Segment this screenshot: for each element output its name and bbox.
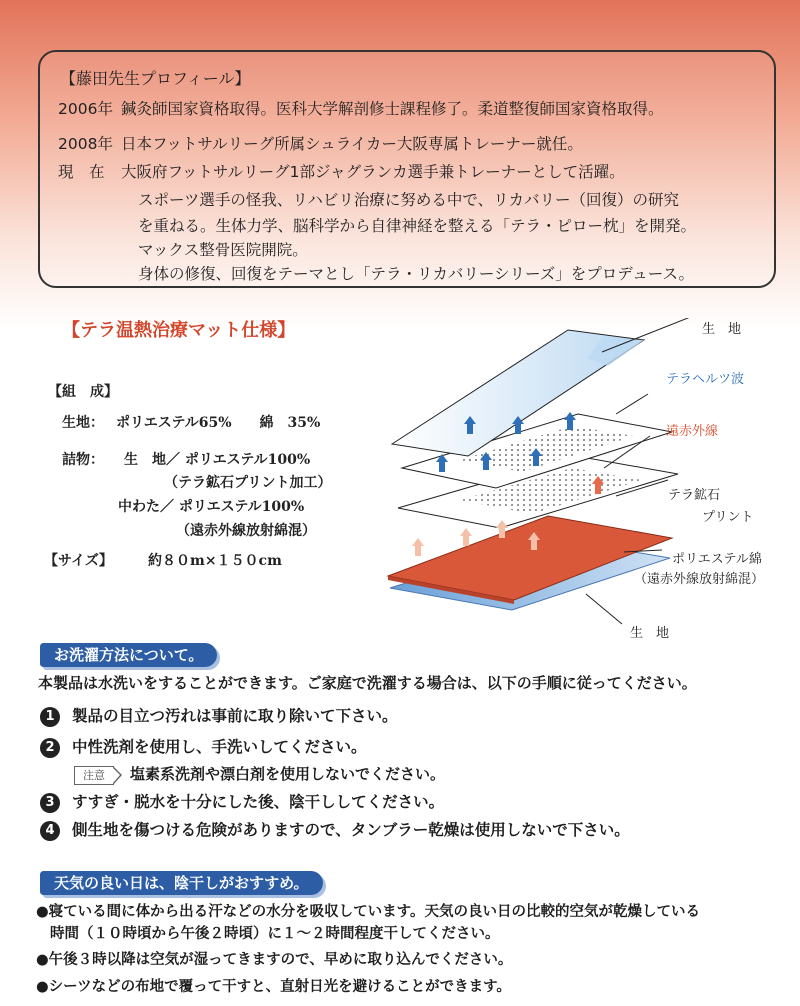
caution-tag: 注意 [74, 766, 114, 785]
profile-row-label: 2006年 [58, 100, 113, 118]
fabric-label: 生地： [62, 415, 104, 431]
filling-2-note: （遠赤外線放射綿混） [176, 523, 316, 539]
profile-row-text: 日本フットサルリーグ所属シュライカー大阪専属トレーナー就任。 [120, 135, 583, 153]
drying-bullet-continued: 時間（１０時頃から午後２時頃）に１～２時間程度干してください。 [50, 925, 500, 942]
size-value: 約８０m×１５０cm [148, 553, 282, 569]
profile-row-label: 2008年 [58, 135, 113, 153]
step-text: 側生地を傷つける危険がありますので、タンブラー乾燥は使用しないで下さい。 [72, 820, 630, 839]
profile-extra-line: マックス整骨医院開院。 [138, 241, 308, 259]
step-text: 中性洗剤を使用し、手洗いしてください。 [72, 737, 367, 756]
profile-title: 【藤田先生プロフィール】 [60, 69, 251, 88]
profile-extra-line: スポーツ選手の怪我、リハビリ治療に努める中で、リカバリー（回復）の研究 [138, 191, 679, 209]
caution-line [74, 763, 445, 785]
profile-extra-line: 身体の修復、回復をテーマとし「テラ・リカバリーシリーズ」をプロデュース。 [138, 265, 694, 283]
washing-intro: 本製品は水洗いをすることができます。ご家庭で洗濯する場合は、以下の手順に従ってください。 [38, 674, 697, 692]
filling-1-note: （テラ鉱石プリント加工） [164, 475, 332, 491]
drying-bullet: ●午後３時以降は空気が湿ってきますので、早めに取り込んでください。 [36, 951, 513, 968]
step-number: 1 [40, 707, 60, 727]
washing-step [40, 790, 444, 813]
filling-2: 中わた／ ポリエステル100% [118, 499, 305, 515]
step-text: すすぎ・脱水を十分にした後、陰干ししてください。 [72, 792, 445, 811]
step-number: 2 [40, 738, 60, 758]
drying-bullet: ●シーツなどの布地で覆って干すと、直射日光を避けることができます。 [36, 978, 511, 995]
profile-row-text: 大阪府フットサルリーグ1部ジャグランカ選手兼トレーナーとして活躍。 [120, 163, 625, 181]
label-far-infrared: 遠赤外線 [666, 424, 719, 439]
mat-layer-diagram [372, 318, 792, 648]
fabric-value: ポリエステル65% 綿 35% [116, 415, 321, 431]
step-number: 3 [40, 793, 60, 813]
step-text: 製品の目立つ汚れは事前に取り除いて下さい。 [72, 706, 398, 725]
profile-row-2008 [58, 132, 583, 154]
washing-step [40, 704, 398, 727]
profile-row-current [58, 160, 625, 182]
label-tera-ore: テラ鉱石 [668, 488, 721, 503]
label-bottom-fabric: 生 地 [630, 626, 670, 641]
up-arrow-icon [412, 538, 424, 556]
caution-text: 塩素系洗剤や漂白剤を使用しないでください。 [130, 765, 446, 783]
size-label: 【サイズ】 [44, 553, 113, 569]
drying-bullet: ●寝ている間に体から出る汗などの水分を吸収しています。天気の良い日の比較的空気が乾燥している [36, 903, 700, 920]
profile-box [38, 50, 776, 288]
profile-row-text: 鍼灸師国家資格取得。医科大学解剖修士課程修了。柔道整復師国家資格取得。 [120, 100, 664, 118]
label-poly-cotton-note: （遠赤外線放射綿混） [634, 572, 765, 587]
profile-extra-line: を重ねる。生体力学、脳科学から自律神経を整える「テラ・ピロー枕」を開発。 [138, 217, 697, 235]
spec-title: 【テラ温熱治療マット仕様】 [62, 320, 296, 341]
label-top-fabric: 生 地 [702, 322, 742, 337]
filling-1: 生 地／ ポリエステル100% [124, 452, 311, 468]
label-poly-cotton: ポリエステル綿 [672, 552, 762, 567]
label-print: プリント [702, 510, 754, 525]
step-number: 4 [40, 821, 60, 841]
filling-label: 詰物： [62, 452, 104, 468]
washing-step [40, 735, 367, 758]
washing-step [40, 818, 630, 841]
profile-row-label: 現 在 [58, 163, 105, 181]
drying-banner: 天気の良い日は、陰干しがおすすめ。 [40, 871, 323, 895]
composition-label: 【組 成】 [48, 384, 118, 400]
profile-row-2006 [58, 97, 663, 119]
label-terahertz: テラヘルツ波 [666, 372, 745, 387]
washing-banner: お洗濯方法について。 [40, 643, 217, 667]
up-arrow-icon [460, 528, 472, 546]
